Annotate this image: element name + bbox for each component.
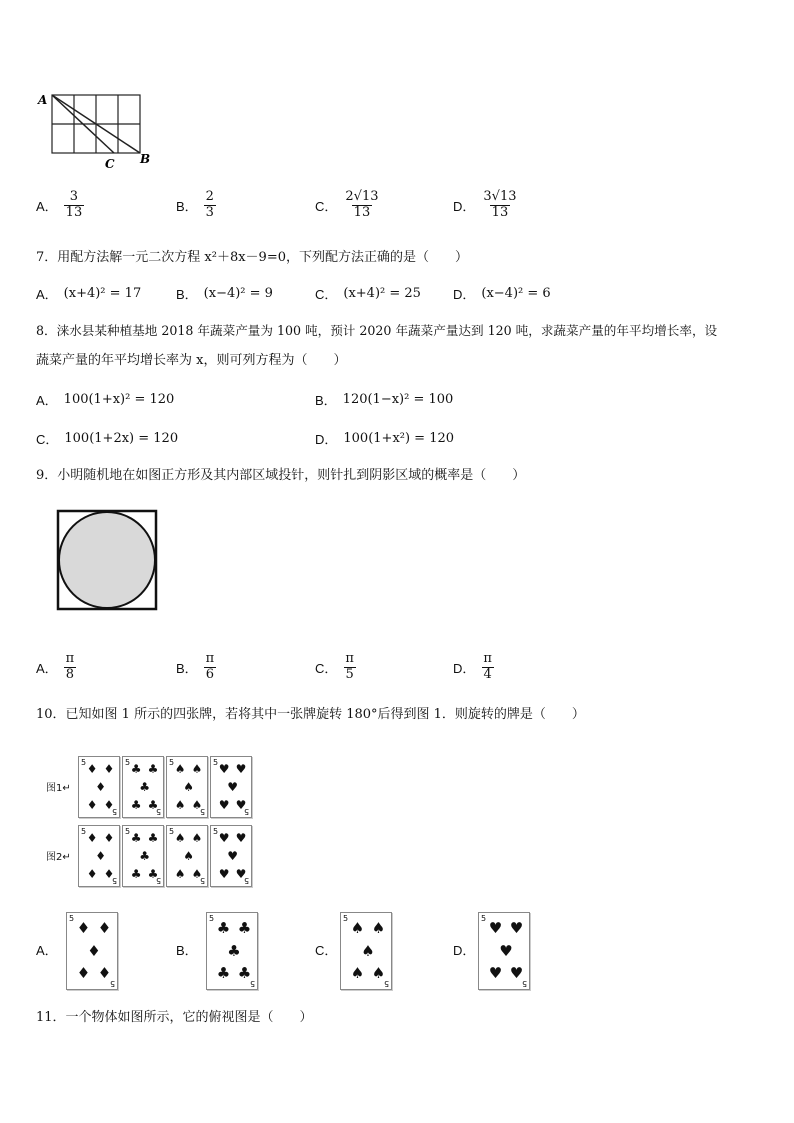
suit-pip-icon: ♠: [350, 918, 365, 937]
rank-index: 5: [213, 758, 219, 767]
q10-option-d[interactable]: D．: [453, 943, 476, 958]
suit-pip-icon: ♦: [95, 849, 106, 863]
suit-pip-icon: ♣: [130, 831, 142, 845]
q10-option-c[interactable]: C．: [315, 943, 338, 958]
fraction: $\frac{2}{3}$: [205, 189, 214, 220]
suit-pip-icon: ♥: [235, 867, 247, 881]
suit-pip-icon: ♠: [371, 964, 386, 983]
suit-pip-icon: ♦: [86, 762, 98, 776]
q8-question-line1: 8．涞水县某种植基地 2018 年蔬菜产量为 100 吨，预计 2020 年蔬菜产量达到 120 吨，求蔬菜产量的年平均增长率，设: [36, 323, 718, 338]
suit-pip-icon: ♦: [97, 964, 112, 983]
q7-option-c[interactable]: C． (x+4)² = 25: [315, 286, 421, 302]
suit-pip-icon: ♣: [139, 780, 150, 794]
suit-pip-icon: ♦: [95, 780, 106, 794]
q7-option-b[interactable]: B． (x−4)² = 9: [176, 286, 273, 302]
suit-pip-icon: ♦: [103, 762, 115, 776]
rank-index: 5: [213, 827, 219, 836]
suit-pip-icon: ♦: [103, 798, 115, 812]
suit-pip-icon: ♦: [76, 964, 91, 983]
suit-pip-icon: ♣: [237, 918, 252, 937]
suit-pip-icon: ♥: [227, 849, 238, 863]
q7-question: 7．用配方法解一元二次方程 x²＋8x－9=0，下列配方法正确的是（ ）: [36, 250, 468, 265]
q10-option-b[interactable]: B．: [176, 943, 198, 958]
q10-question: 10．已知如图 1 所示的四张牌，若将其中一张牌旋转 180°后得到图 1．则旋转的牌是（ ）: [36, 707, 585, 722]
suit-pip-icon: ♠: [371, 918, 386, 937]
suit-pip-icon: ♠: [191, 798, 203, 812]
q9-option-c[interactable]: C． $\frac{\pi}{5}$: [315, 651, 354, 682]
suit-pip-icon: ♦: [87, 941, 101, 960]
suit-pip-icon: ♦: [103, 831, 115, 845]
option-card-a: [66, 912, 118, 990]
figure-1-card: [210, 756, 252, 818]
option-card-d: [478, 912, 530, 990]
fraction: $\frac{3√13}{13}$: [483, 189, 517, 220]
suit-pip-icon: ♥: [218, 798, 230, 812]
suit-pip-icon: ♠: [191, 762, 203, 776]
point-b-label: B: [140, 152, 151, 166]
suit-pip-icon: ♠: [174, 762, 186, 776]
rank-index-rotated: 5: [155, 807, 161, 816]
rank-index-rotated: 5: [521, 979, 527, 988]
q8-option-a[interactable]: A． 100(1+x)² = 120: [36, 392, 175, 408]
rank-index: 5: [125, 758, 131, 767]
fraction: $\frac{\pi}{8}$: [65, 651, 75, 682]
suit-pip-icon: ♥: [488, 964, 503, 983]
q9-option-d[interactable]: D． $\frac{\pi}{4}$: [453, 651, 492, 682]
figure-1-label: 图1↵: [46, 783, 71, 794]
suit-pip-icon: ♥: [488, 918, 503, 937]
figure-2-card: [166, 825, 208, 887]
suit-pip-icon: ♠: [191, 867, 203, 881]
suit-pip-icon: ♥: [509, 964, 524, 983]
fraction: $\frac{3}{13}$: [65, 189, 83, 220]
suit-pip-icon: ♠: [174, 831, 186, 845]
suit-pip-icon: ♣: [130, 867, 142, 881]
square-circle-figure: [56, 508, 160, 612]
q8-option-b[interactable]: B． 120(1−x)² = 100: [315, 392, 454, 408]
rank-index-rotated: 5: [199, 807, 205, 816]
suit-pip-icon: ♥: [227, 780, 238, 794]
suit-pip-icon: ♣: [147, 798, 159, 812]
fraction: $\frac{\pi}{5}$: [345, 651, 354, 682]
rank-index: 5: [69, 914, 75, 923]
q8-question-line2: 蔬菜产量的年平均增长率为 x，则可列方程为（ ）: [36, 353, 347, 368]
suit-pip-icon: ♠: [174, 867, 186, 881]
option-card-b: [206, 912, 258, 990]
suit-pip-icon: ♦: [97, 918, 112, 937]
suit-pip-icon: ♥: [509, 918, 524, 937]
suit-pip-icon: ♥: [218, 762, 230, 776]
rank-index: 5: [209, 914, 215, 923]
q7-option-a[interactable]: A． (x+4)² = 17: [36, 286, 142, 302]
suit-pip-icon: ♣: [147, 762, 159, 776]
suit-pip-icon: ♥: [235, 798, 247, 812]
figure-1-card: [122, 756, 164, 818]
suit-pip-icon: ♣: [147, 831, 159, 845]
q6-option-a[interactable]: A． $\frac{3}{13}$: [36, 189, 83, 220]
rank-index-rotated: 5: [249, 979, 255, 988]
q9-option-b[interactable]: B． $\frac{\pi}{6}$: [176, 651, 215, 682]
suit-pip-icon: ♣: [216, 918, 231, 937]
suit-pip-icon: ♦: [86, 867, 98, 881]
rank-index-rotated: 5: [383, 979, 389, 988]
suit-pip-icon: ♦: [103, 867, 115, 881]
option-card-c: [340, 912, 392, 990]
figure-2-card: [122, 825, 164, 887]
rank-index: 5: [81, 758, 87, 767]
suit-pip-icon: ♠: [361, 941, 375, 960]
suit-pip-icon: ♥: [218, 831, 230, 845]
suit-pip-icon: ♣: [130, 762, 142, 776]
rank-index-rotated: 5: [111, 876, 117, 885]
suit-pip-icon: ♣: [139, 849, 150, 863]
figure-1-card: [78, 756, 120, 818]
rank-index-rotated: 5: [243, 807, 249, 816]
suit-pip-icon: ♥: [235, 762, 247, 776]
q11-question: 11．一个物体如图所示，它的俯视图是（ ）: [36, 1010, 313, 1025]
point-c-label: C: [105, 157, 115, 171]
fraction: $\frac{2√13}{13}$: [345, 189, 379, 220]
rank-index: 5: [81, 827, 87, 836]
rank-index: 5: [343, 914, 349, 923]
suit-pip-icon: ♥: [499, 941, 513, 960]
suit-pip-icon: ♠: [174, 798, 186, 812]
q7-option-d[interactable]: D． (x−4)² = 6: [453, 286, 551, 302]
q6-option-c[interactable]: C． $\frac{2√13}{13}$: [315, 189, 379, 220]
figure-1-card: [166, 756, 208, 818]
grid-figure: [34, 88, 154, 172]
suit-pip-icon: ♠: [183, 849, 194, 863]
suit-pip-icon: ♣: [237, 964, 252, 983]
rank-index: 5: [125, 827, 131, 836]
rank-index-rotated: 5: [199, 876, 205, 885]
suit-pip-icon: ♦: [86, 798, 98, 812]
point-a-label: A: [38, 93, 48, 107]
fraction: $\frac{\pi}{6}$: [205, 651, 215, 682]
q9-option-a[interactable]: A． $\frac{\pi}{8}$: [36, 651, 75, 682]
q10-option-a[interactable]: A．: [36, 943, 58, 958]
figure-2-card: [210, 825, 252, 887]
suit-pip-icon: ♠: [350, 964, 365, 983]
figure-2-label: 图2↵: [46, 852, 71, 863]
suit-pip-icon: ♦: [76, 918, 91, 937]
rank-index-rotated: 5: [111, 807, 117, 816]
suit-pip-icon: ♣: [216, 964, 231, 983]
suit-pip-icon: ♣: [130, 798, 142, 812]
figure-2-card: [78, 825, 120, 887]
rank-index-rotated: 5: [155, 876, 161, 885]
rank-index-rotated: 5: [243, 876, 249, 885]
suit-pip-icon: ♥: [218, 867, 230, 881]
fraction: $\frac{\pi}{4}$: [483, 651, 492, 682]
suit-pip-icon: ♠: [191, 831, 203, 845]
suit-pip-icon: ♠: [183, 780, 194, 794]
rank-index: 5: [169, 827, 175, 836]
q8-option-d[interactable]: D． 100(1+x²) = 120: [315, 431, 455, 447]
rank-index: 5: [481, 914, 487, 923]
q8-option-c[interactable]: C． 100(1+2x) = 120: [36, 431, 179, 447]
q6-option-d[interactable]: D． $\frac{3√13}{13}$: [453, 189, 517, 220]
suit-pip-icon: ♥: [235, 831, 247, 845]
q9-question: 9．小明随机地在如图正方形及其内部区域投针，则针扎到阴影区域的概率是（ ）: [36, 468, 526, 483]
suit-pip-icon: ♣: [227, 941, 241, 960]
suit-pip-icon: ♣: [147, 867, 159, 881]
q6-option-b[interactable]: B． $\frac{2}{3}$: [176, 189, 214, 220]
rank-index-rotated: 5: [109, 979, 115, 988]
suit-pip-icon: ♦: [86, 831, 98, 845]
rank-index: 5: [169, 758, 175, 767]
